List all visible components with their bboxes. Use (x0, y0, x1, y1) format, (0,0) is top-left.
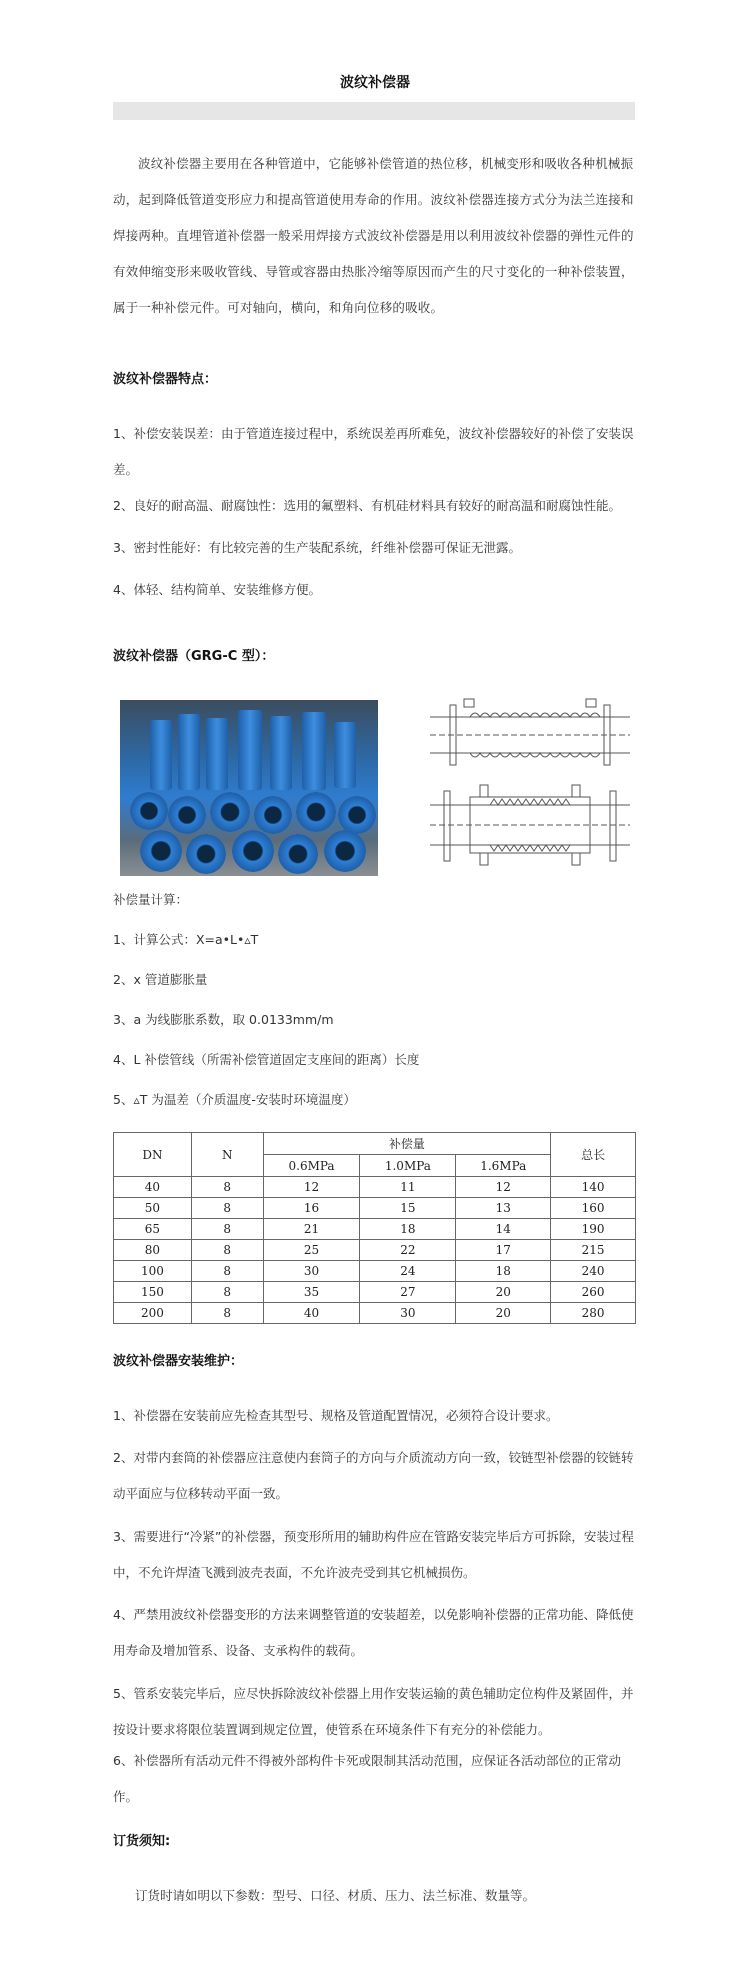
table-cell: 80 (114, 1240, 192, 1261)
table-row (114, 1282, 636, 1303)
calc-item-1: 1、计算公式：X=a•L•▵T (113, 932, 259, 947)
header-total-length: 总长 (551, 1133, 636, 1177)
table-cell: 40 (114, 1177, 192, 1198)
order-heading: 订货须知: (113, 1834, 171, 1849)
header-compensation: 补偿量 (263, 1133, 551, 1155)
table-row (114, 1219, 636, 1240)
intro-paragraph: 波纹补偿器主要用在各种管道中，它能够补偿管道的热位移，机械变形和吸收各种机械振动，起到降低管道变形应力和提高管道使用寿命的作用。波纹补偿器连接方式分为法兰连接和焊接两种。直埋管道补偿器一般采用焊接方式波纹补偿器是用以利用波纹补偿器的弹性元件的有效伸缩变形来吸收管线、导管或容器由热胀冷缩等原因而产生的尺寸变化的一种补偿装置，属于一种补偿元件。可对轴向，横向，和角向位移的吸收。 (113, 156, 634, 315)
table-cell: 8 (191, 1282, 263, 1303)
header-pressure: 1.0MPa (360, 1155, 456, 1177)
table-cell: 215 (551, 1240, 636, 1261)
calc-item-3: 3、a 为线膨胀系数，取 0.0133mm/m (113, 1012, 334, 1027)
calc-heading: 补偿量计算： (113, 892, 189, 907)
table-cell: 21 (263, 1219, 360, 1240)
header-pressure: 1.6MPa (456, 1155, 551, 1177)
table-row (114, 1303, 636, 1324)
header-n: N (191, 1133, 263, 1177)
table-cell: 14 (456, 1219, 551, 1240)
table-row (114, 1177, 636, 1198)
table-row (114, 1240, 636, 1261)
technical-drawing (430, 695, 630, 875)
table-cell: 150 (114, 1282, 192, 1303)
maintenance-item-1: 1、补偿器在安装前应先检查其型号、规格及管道配置情况，必须符合设计要求。 (113, 1408, 559, 1423)
table-cell: 20 (456, 1282, 551, 1303)
table-cell: 12 (456, 1177, 551, 1198)
table-cell: 8 (191, 1177, 263, 1198)
feature-item-2: 2、良好的耐高温、耐腐蚀性：选用的氟塑料、有机硅材料具有较好的耐高温和耐腐蚀性能。 (113, 498, 621, 513)
header-pressure: 0.6MPa (263, 1155, 360, 1177)
product-photo (120, 700, 378, 876)
table-cell: 50 (114, 1198, 192, 1219)
table-cell: 160 (551, 1198, 636, 1219)
table-cell: 22 (360, 1240, 456, 1261)
table-cell: 8 (191, 1240, 263, 1261)
maintenance-item-4: 4、严禁用波纹补偿器变形的方法来调整管道的安装超差，以免影响补偿器的正常功能、降低使用寿命及增加管系、设备、支承构件的载荷。 (113, 1607, 634, 1658)
calc-item-5: 5、▵T 为温差（介质温度-安装时环境温度） (113, 1092, 356, 1107)
table-cell: 25 (263, 1240, 360, 1261)
table-cell: 16 (263, 1198, 360, 1219)
table-cell: 20 (456, 1303, 551, 1324)
header-dn: DN (114, 1133, 192, 1177)
feature-item-1: 1、补偿安装误差：由于管道连接过程中，系统误差再所难免，波纹补偿器较好的补偿了安装误差。 (113, 426, 634, 477)
feature-item-4: 4、体轻、结构简单、安装维修方便。 (113, 582, 321, 597)
maintenance-item-3: 3、需要进行“冷紧”的补偿器，预变形所用的辅助构件应在管路安装完毕后方可拆除，安装过程中，不允许焊渣飞溅到波壳表面，不允许波壳受到其它机械损伤。 (113, 1529, 634, 1580)
table-cell: 200 (114, 1303, 192, 1324)
table-cell: 260 (551, 1282, 636, 1303)
features-heading: 波纹补偿器特点： (113, 372, 218, 387)
table-cell: 27 (360, 1282, 456, 1303)
table-cell: 280 (551, 1303, 636, 1324)
table-cell: 40 (263, 1303, 360, 1324)
table-cell: 8 (191, 1303, 263, 1324)
title-divider-bar (113, 102, 635, 120)
table-cell: 190 (551, 1219, 636, 1240)
table-cell: 18 (456, 1261, 551, 1282)
table-cell: 17 (456, 1240, 551, 1261)
table-row (114, 1261, 636, 1282)
feature-item-3: 3、密封性能好：有比较完善的生产装配系统，纤维补偿器可保证无泄露。 (113, 540, 521, 555)
table-cell: 140 (551, 1177, 636, 1198)
maintenance-item-6: 6、补偿器所有活动元件不得被外部构件卡死或限制其活动范围，应保证各活动部位的正常动作。 (113, 1753, 621, 1804)
table-cell: 8 (191, 1219, 263, 1240)
table-cell: 8 (191, 1261, 263, 1282)
table-cell: 24 (360, 1261, 456, 1282)
table-cell: 65 (114, 1219, 192, 1240)
calc-item-4: 4、L 补偿管线（所需补偿管道固定支座间的距离）长度 (113, 1052, 420, 1067)
table-cell: 12 (263, 1177, 360, 1198)
table-cell: 240 (551, 1261, 636, 1282)
spec-table (113, 1132, 636, 1324)
table-cell: 100 (114, 1261, 192, 1282)
table-cell: 30 (263, 1261, 360, 1282)
order-text: 订货时请如明以下参数：型号、口径、材质、压力、法兰标准、数量等。 (135, 1888, 536, 1903)
maintenance-item-2: 2、对带内套筒的补偿器应注意使内套筒子的方向与介质流动方向一致，铰链型补偿器的铰链转动平面应与位移转动平面一致。 (113, 1450, 634, 1501)
table-cell: 35 (263, 1282, 360, 1303)
page-title: 波纹补偿器 (340, 75, 410, 91)
table-row (114, 1198, 636, 1219)
maintenance-heading: 波纹补偿器安装维护： (113, 1354, 244, 1369)
table-cell: 13 (456, 1198, 551, 1219)
table-cell: 15 (360, 1198, 456, 1219)
table-cell: 11 (360, 1177, 456, 1198)
table-cell: 8 (191, 1198, 263, 1219)
maintenance-item-5: 5、管系安装完毕后，应尽快拆除波纹补偿器上用作安装运输的黄色辅助定位构件及紧固件，并按设计要求将限位装置调到规定位置，使管系在环境条件下有充分的补偿能力。 (113, 1686, 634, 1737)
table-cell: 18 (360, 1219, 456, 1240)
model-heading: 波纹补偿器（GRG-C 型）： (113, 649, 275, 664)
table-cell: 30 (360, 1303, 456, 1324)
calc-item-2: 2、x 管道膨胀量 (113, 972, 208, 987)
